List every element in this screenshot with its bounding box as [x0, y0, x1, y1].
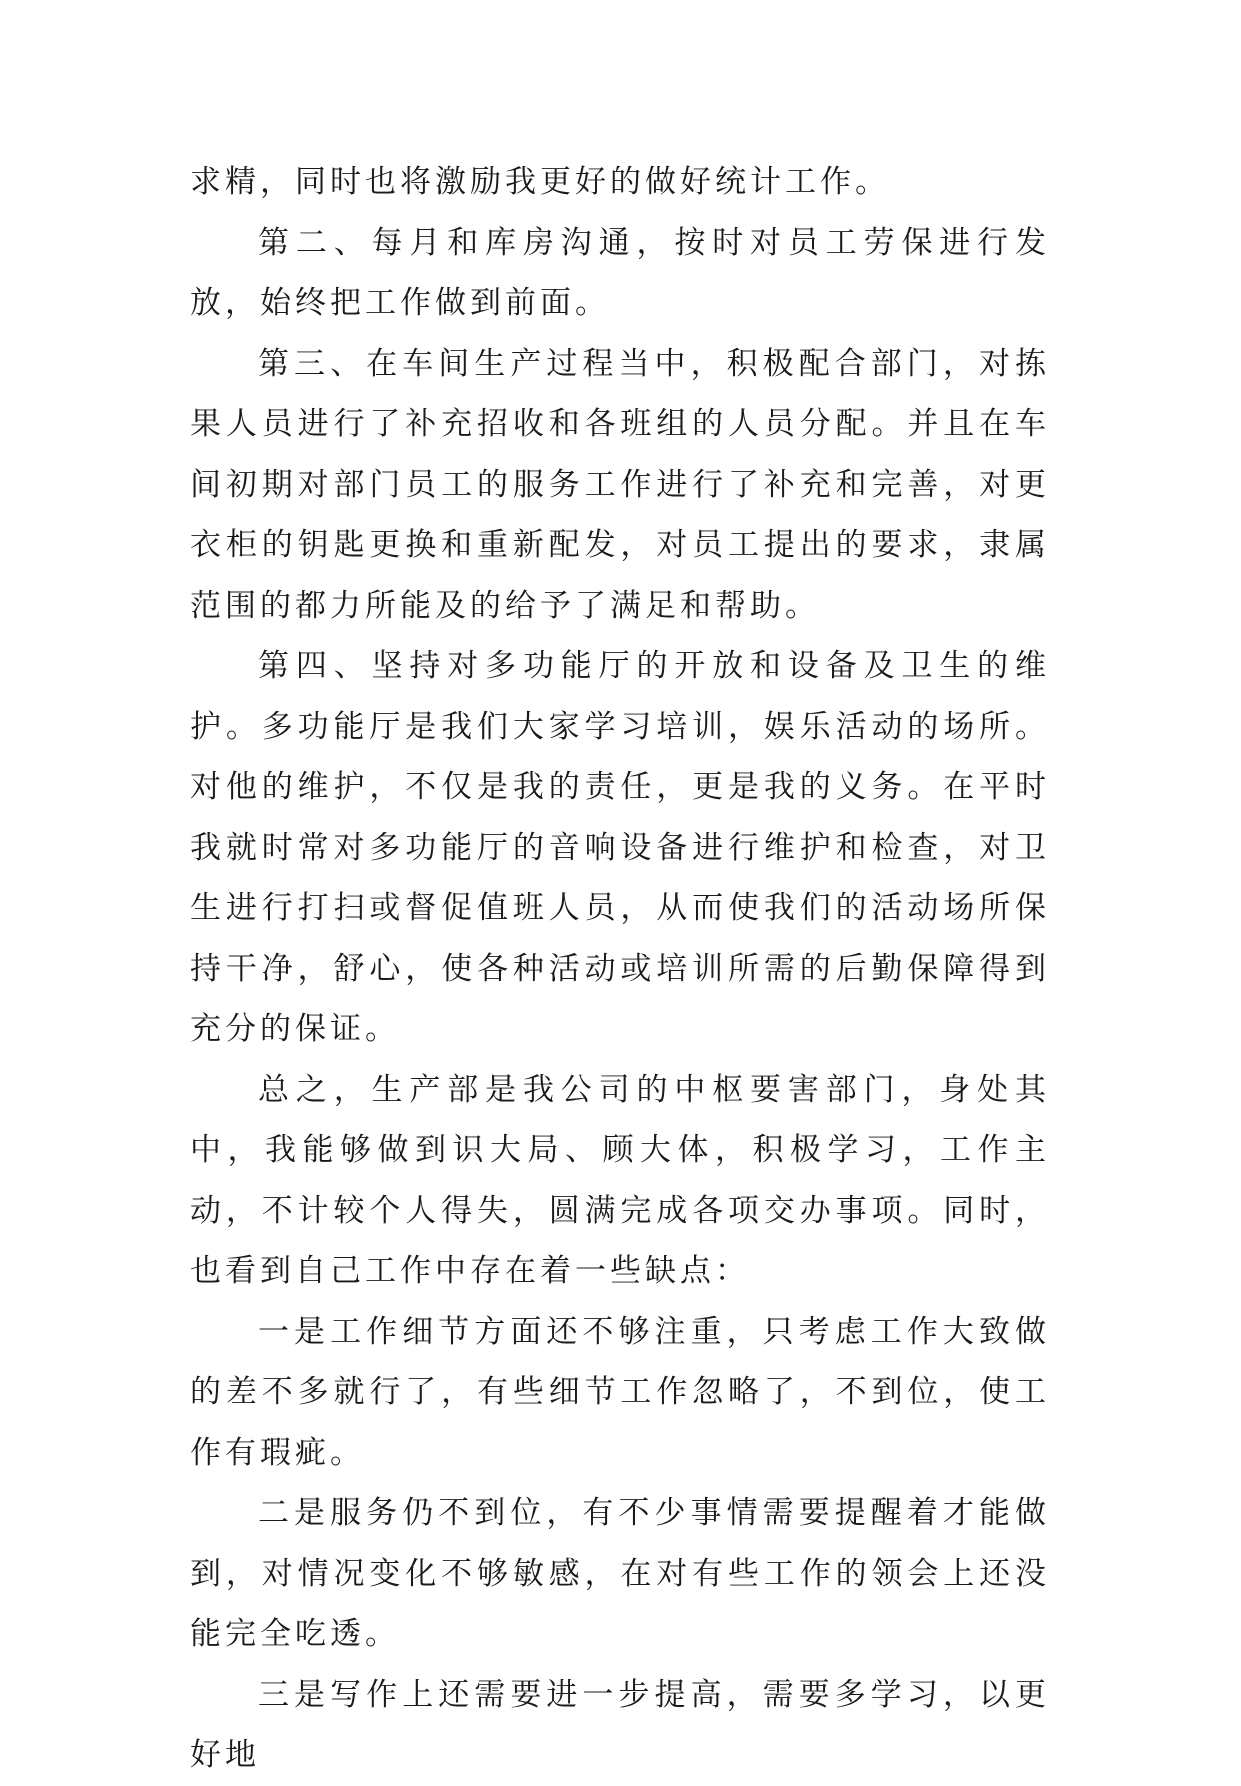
document-body	[190, 152, 1050, 1786]
paragraph-shortcoming-two: 二是服务仍不到位，有不少事情需要提醒着才能做到，对情况变化不够敏感，在对有些工作的领会上还没能完全吃透。	[190, 1495, 1050, 1652]
paragraph-item-second: 第二、每月和库房沟通，按时对员工劳保进行发放，始终把工作做到前面。	[190, 224, 1050, 321]
paragraph-summary: 总之，生产部是我公司的中枢要害部门，身处其中，我能够做到识大局、顾大体，积极学习，工作主动，不计较个人得失，圆满完成各项交办事项。同时，也看到自己工作中存在着一些缺点：	[190, 1071, 1050, 1289]
paragraph-continuation: 求精，同时也将激励我更好的做好统计工作。	[190, 164, 890, 200]
paragraph-shortcoming-one: 一是工作细节方面还不够注重，只考虑工作大致做的差不多就行了，有些细节工作忽略了，不到位，使工作有瑕疵。	[190, 1313, 1050, 1471]
paragraph-item-fourth: 第四、坚持对多功能厅的开放和设备及卫生的维护。多功能厅是我们大家学习培训，娱乐活动的场所。对他的维护，不仅是我的责任，更是我的义务。在平时我就时常对多功能厅的音响设备进行维护和检查，对卫生进行打扫或督促值班人员，从而使我们的活动场所保持干净，舒心，使各种活动或培训所需的后勤保障得到充分的保证。	[190, 648, 1050, 1047]
paragraph-shortcoming-three: 三是写作上还需要进一步提高，需要多学习，以更好地	[190, 1676, 1050, 1773]
paragraph-item-third: 第三、在车间生产过程当中，积极配合部门，对拣果人员进行了补充招收和各班组的人员分配。并且在车间初期对部门员工的服务工作进行了补充和完善，对更衣柜的钥匙更换和重新配发，对员工提出的要求，隶属范围的都力所能及的给予了满足和帮助。	[190, 345, 1050, 624]
